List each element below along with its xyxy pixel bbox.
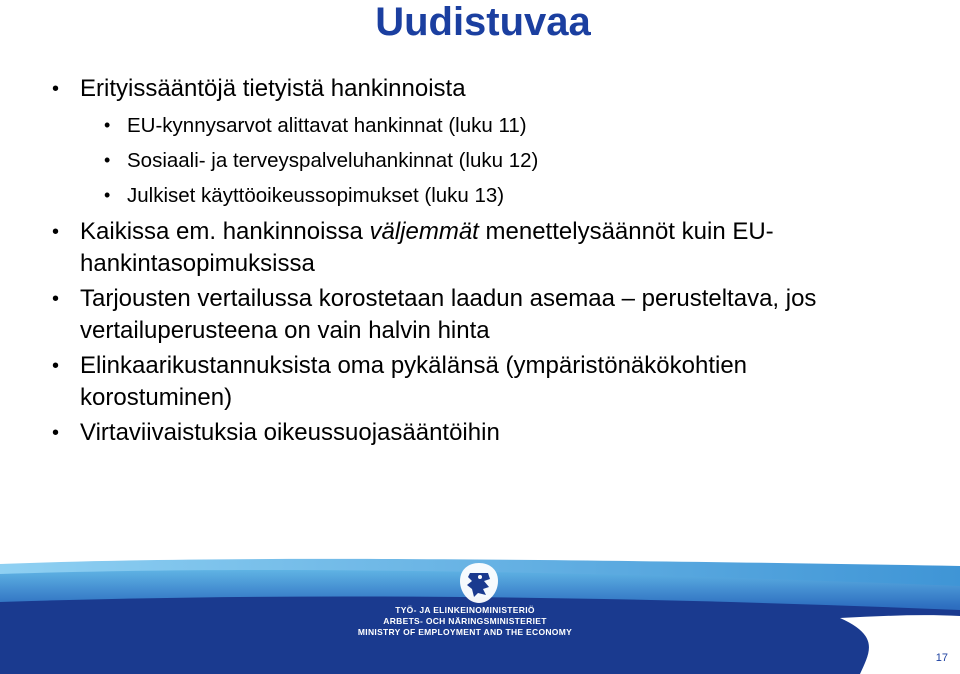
bullet-dot: • [52,288,60,310]
bullet-dot: • [104,185,111,205]
page-number: 17 [935,652,948,664]
bullet-text: EU-kynnysarvot alittavat hankinnat (luku 11) [127,114,527,137]
ministry-name-sv: ARBETS- OCH NÄRINGSMINISTERIET [383,616,547,626]
bullet-emphasis: väljemmät [369,218,479,245]
bullet-text: Sosiaali- ja terveyspalveluhankinnat (luku 12) [127,149,539,172]
sub-bullet-item [0,143,960,178]
bullet-dot: • [104,115,111,135]
bullet-dot: • [104,150,111,170]
bullet-text: Kaikissa em. hankinnoissa [80,218,370,245]
bullet-text: Virtaviivaistuksia oikeussuojasääntöihin [80,419,500,446]
sub-bullet-item [0,178,960,213]
bullet-text: Erityissääntöjä tietyistä hankinnoista [80,75,466,102]
ministry-name [0,605,960,638]
bullet-list [0,73,960,449]
bullet-text-cont: menettelysäännöt kuin EU-hankintasopimuksissa [80,218,774,277]
bullet-text: Julkiset käyttöoikeussopimukset (luku 13) [127,184,505,207]
ministry-name-en: MINISTRY OF EMPLOYMENT AND THE ECONOMY [357,627,573,637]
bullet-dot: • [52,78,60,100]
bullet-dot: • [52,221,60,243]
bullet-item [0,216,900,280]
bullet-item [0,73,900,105]
slide-title: Uudistuvaa [375,0,591,44]
bullet-item [0,350,900,414]
bullet-text: Elinkaarikustannuksista oma pykälänsä (ympäristönäkökohtien korostuminen) [80,352,748,411]
bullet-text: Tarjousten vertailussa korostetaan laadun asemaa – perusteltava, jos vertailuperusteena on vain halvin hinta [80,285,817,344]
bullet-item [0,417,900,449]
ministry-name-fi: TYÖ- JA ELINKEINOMINISTERIÖ [395,605,535,615]
bullet-dot: • [52,355,60,377]
ministry-lion-crest-icon [456,561,502,605]
bullet-item [0,283,900,347]
sub-bullet-item [0,108,960,143]
bullet-dot: • [52,422,60,444]
